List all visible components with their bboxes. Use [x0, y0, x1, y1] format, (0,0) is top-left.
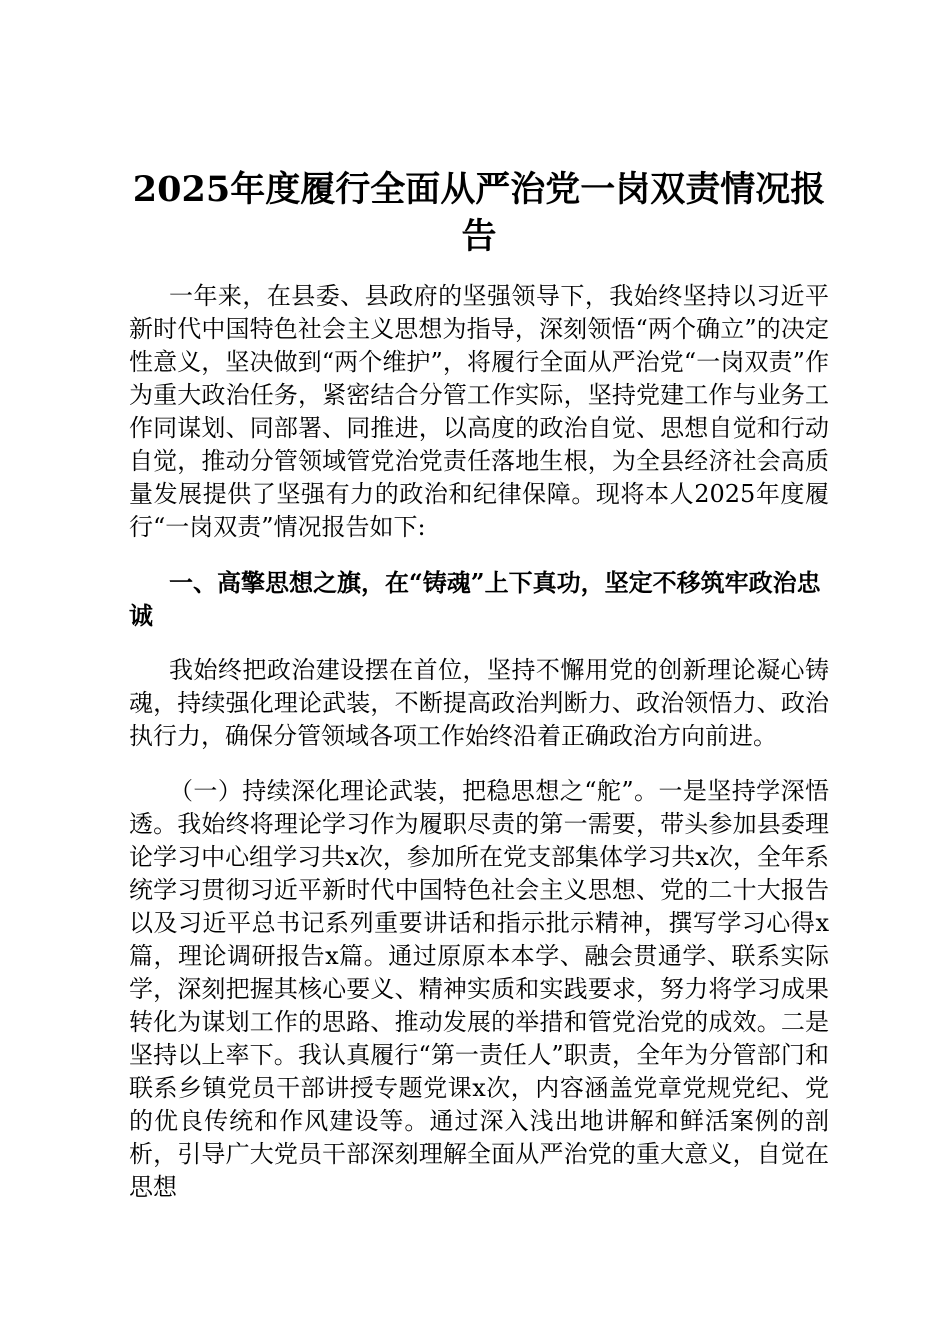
subsection-1-paragraph: （一）持续深化理论武装，把稳思想之“舵”。一是坚持学深悟透。我始终将理论学习作为履职尽责的第一需要，带头参加县委理论学习中心组学习共x次，参加所在党支部集体学习共x次，全年系统学习贯彻习近平新时代中国特色社会主义思想、党的二十大报告以及习近平总书记系列重要讲话和指示批示精神，撰写学习心得x篇，理论调研报告x篇。通过原原本本学、融会贯通学、联系实际学，深刻把握其核心要义、精神实质和实践要求，努力将学习成果转化为谋划工作的思路、推动发展的举措和管党治党的成效。二是坚持以上率下。我认真履行“第一责任人”职责，全年为分管部门和联系乡镇党员干部讲授专题党课x次，内容涵盖党章党规党纪、党的优良传统和作风建设等。通过深入浅出地讲解和鲜活案例的剖析，引导广大党员干部深刻理解全面从严治党的重大意义，自觉在思想: [129, 777, 829, 1201]
document-page: [129, 166, 829, 1204]
section-heading-1: 一、高擎思想之旗，在“铸魂”上下真功，坚定不移筑牢政治忠诚: [129, 568, 821, 630]
section-1-paragraph: 我始终把政治建设摆在首位，坚持不懈用党的创新理论凝心铸魂，持续强化理论武装，不断提高政治判断力、政治领悟力、政治执行力，确保分管领域各项工作始终沿着正确政治方向前进。: [129, 656, 829, 750]
document-title: 2025年度履行全面从严治党一岗双责情况报告: [132, 169, 826, 257]
intro-paragraph: 一年来，在县委、县政府的坚强领导下，我始终坚持以习近平新时代中国特色社会主义思想为指导，深刻领悟“两个确立”的决定性意义，坚决做到“两个维护”，将履行全面从严治党“一岗双责”作为重大政治任务，紧密结合分管工作实际，坚持党建工作与业务工作同谋划、同部署、同推进，以高度的政治自觉、思想自觉和行动自觉，推动分管领域管党治党责任落地生根，为全县经济社会高质量发展提供了坚强有力的政治和纪律保障。现将本人2025年度履行“一岗双责”情况报告如下:: [129, 282, 829, 541]
